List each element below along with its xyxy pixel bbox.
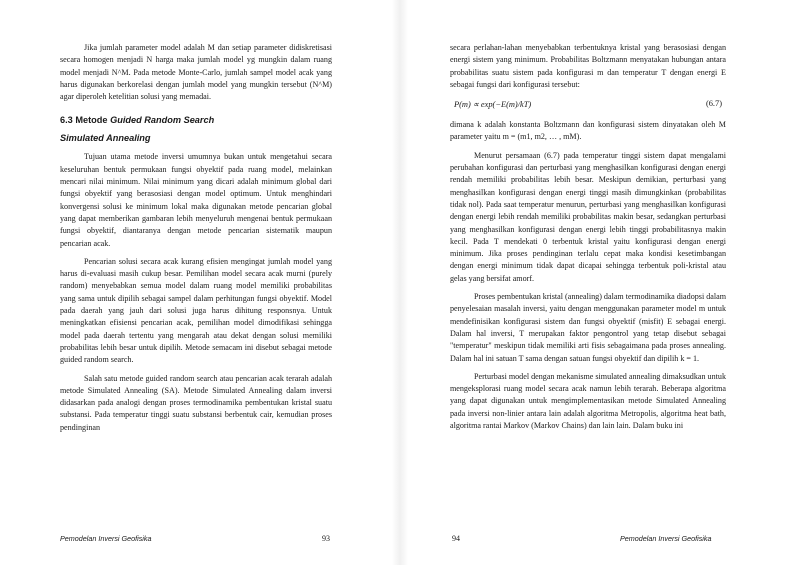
left-paragraph-3: Pencarian solusi secara acak kurang efisien mengingat jumlah model yang harus di-evaluasi masih cukup besar. Pemilihan model secara acak murni (purely random) menyebabkan semua model dalam ruang model memiliki probabilitas yang sama untuk dipilih sebagai sampel dalam perhitungan fungsi obyektif. Model pada daerah yang jauh dari solusi juga harus dihitung responsnya. Untuk meningkatkan efisiensi pencarian acak, pemilihan model dimodifikasi sehingga model pada daerah tertentu yang mengarah atau dekat dengan solusi memiliki probabilitas lebih besar untuk dipilih. Metode semacam ini disebut sebagai metode guided random search.	[60, 256, 332, 365]
subsection-heading: Simulated Annealing	[60, 133, 151, 144]
right-paragraph-2: dimana k adalah konstanta Boltzmann dan konfigurasi sistem dinyatakan oleh M parameter yaitu m = (m1, m2, … , mM).	[450, 120, 726, 142]
left-paragraph-4: Salah satu metode guided random search atau pencarian acak terarah adalah metode Simulated Annealing (SA). Metode Simulated Annealing dalam inversi didasarkan pada analogi dengan proses termodinamika pembentukan kristal suatu substansi. Pada temperatur tinggi suatu substansi berbentuk cair, kemudian proses pendinginan	[60, 373, 332, 432]
equation-number: (6.7)	[705, 99, 722, 109]
equation-6-7	[450, 99, 726, 109]
section-title-plain: Metode	[75, 115, 108, 126]
right-paragraph-3: Menurut persamaan (6.7) pada temperatur tinggi sistem dapat mengalami perubahan konfigurasi dan perturbasi yang menghasilkan konfigurasi dengan energi rendah memiliki probabilitas lebih besar. Meskipun demikian, perturbasi yang menghasilkan konfigurasi dengan energi tinggi masih dimungkinkan (probabilitas tidak nol). Pada saat temperatur menurun, perturbasi yang menghasilkan konfigurasi dengan energi lebih rendah memiliki probabilitas makin besar, sedangkan perturbasi yang menghasilkan konfigurasi dengan energi lebih tinggi probabilitasnya makin kecil. Pada T mendekati 0 terbentuk kristal yaitu konfigurasi dengan energi minimum. Jika proses pendinginan terlalu cepat maka kondisi kesetimbangan dengan energi minimum tidak dapat dicapai sehingga terbentuk poli-kristal atau gelas yang bersifat amorf.	[450, 150, 726, 283]
right-page-number: 94	[452, 534, 460, 543]
section-number: 6.3	[60, 115, 73, 126]
left-footer-book-title: Pemodelan Inversi Geofisika	[60, 534, 152, 543]
right-footer-book-title: Pemodelan Inversi Geofisika	[620, 534, 712, 543]
right-paragraph-4: Proses pembentukan kristal (annealing) dalam termodinamika diadopsi dalam penyelesaian masalah inversi, yaitu dengan menggunakan parameter model m untuk mendefinisikan konfigurasi sistem dan fungsi obyektif (misfit) E sebagai energi. Dalam hal inversi, T merupakan faktor pengontrol yang tetap disebut sebagai "temperatur" meskipun tidak memiliki arti fisis sebagaimana pada proses annealing. Dalam hal ini satuan T sama dengan satuan fungsi obyektif dan dipilih k = 1.	[450, 292, 726, 363]
right-paragraph-5: Perturbasi model dengan mekanisme simulated annealing dimaksudkan untuk mengeksplorasi ruang model secara acak namun lebih terarah. Beberapa algoritma yang dapat digunakan untuk mengimplementasikan metode Simulated Annealing pada inversi non-linier antara lain adalah algoritma Metropolis, algoritma heat bath, algoritma rantai Markov (Markov Chains) dan lain lain. Dalam buku ini	[450, 371, 726, 431]
left-page-number: 93	[322, 534, 330, 543]
left-page-column	[60, 42, 332, 440]
right-paragraph-1: secara perlahan-lahan menyebabkan terbentuknya kristal yang berasosiasi dengan energi sistem yang minimum. Probabilitas Boltzmann menyatakan hubungan antara probabilitas suatu sistem pada konfigurasi m dan temperatur T dengan energi E sebagai fungsi dari konfigurasi tersebut:	[450, 43, 726, 89]
equation-formula: P(m) ∝ exp(−E(m)/kT)	[454, 100, 532, 110]
section-title-italic: Guided Random Search	[110, 115, 215, 126]
section-heading	[60, 115, 332, 125]
left-paragraph-1: Jika jumlah parameter model adalah M dan setiap parameter didiskretisasi secara homogen menjadi N harga maka jumlah model yg mungkin dalam ruang model menjadi N^M. Pada metode Monte-Carlo, jumlah sampel model acak yang harus digunakan berkorelasi dengan jumlah model yang mungkin tersebut (N^M) agar diperoleh ketelitian solusi yang memadai.	[60, 43, 332, 102]
left-paragraph-2: Tujuan utama metode inversi umumnya bukan untuk mengetahui secara keseluruhan bentuk permukaan fungsi obyektif pada ruang model, melainkan mencari nilai minimum. Nilai minimum yang dicari adalah minimum global dari fungsi obyektif yang berasosiasi dengan model optimum. Untuk menghindari konvergensi solusi ke minimum lokal maka digunakan metode pencarian global yang dapat memberikan gambaran lebih menyeluruh mengenai bentuk permukaan fungsi obyektif, diantaranya dengan metode pencarian sistematik maupun pencarian acak.	[60, 152, 332, 248]
right-page-column	[450, 42, 726, 438]
right-page	[400, 0, 800, 565]
